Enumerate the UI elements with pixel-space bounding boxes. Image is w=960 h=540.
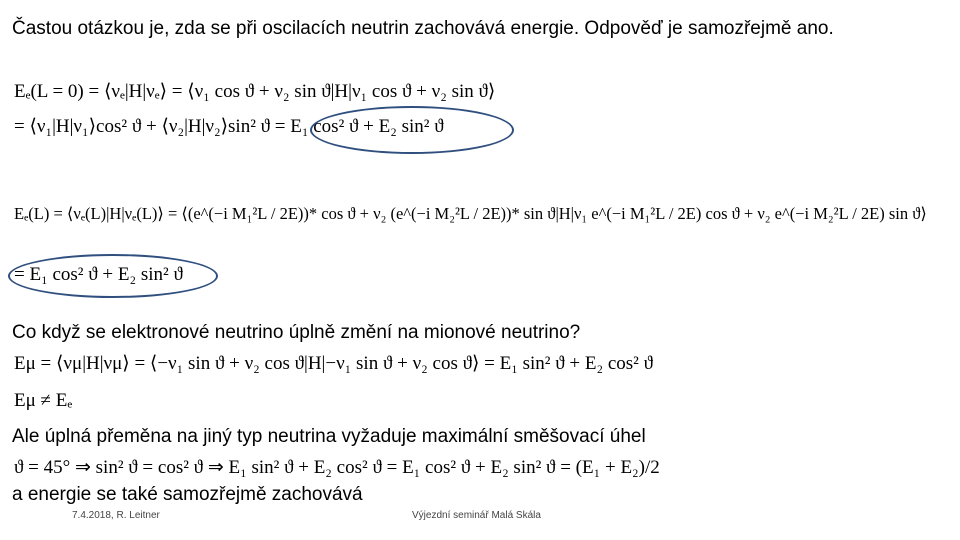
- footer-event: Výjezdní seminář Malá Skála: [412, 510, 541, 521]
- equation-energy-expansion: = ⟨ν₁|H|ν₁⟩cos² ϑ + ⟨ν₂|H|ν₂⟩sin² ϑ = E₁ cos² ϑ + E₂ sin² ϑ: [14, 116, 444, 137]
- equation-energy-at-distance: Eₑ(L) = ⟨νₑ(L)|H|νₑ(L)⟩ = ⟨(e^(−i M₁²L / 2E))* cos ϑ + ν₂ (e^(−i M₂²L / 2E))* sin ϑ|H|ν₁ e^(−i M₁²L / 2E) cos ϑ + ν₂ e^(−i M₂²L / 2E) sin ϑ⟩: [14, 204, 927, 223]
- equation-maximal-mixing: ϑ = 45° ⇒ sin² ϑ = cos² ϑ ⇒ E₁ sin² ϑ + E₂ cos² ϑ = E₁ cos² ϑ + E₂ sin² ϑ = (E₁ + E₂)/2: [14, 457, 660, 478]
- equation-energy-at-distance-result: = E₁ cos² ϑ + E₂ sin² ϑ: [14, 264, 183, 285]
- equation-energy-at-zero: Eₑ(L = 0) = ⟨νₑ|H|νₑ⟩ = ⟨ν₁ cos ϑ + ν₂ sin ϑ|H|ν₁ cos ϑ + ν₂ sin ϑ⟩: [14, 81, 496, 102]
- intro-text: Častou otázkou je, zda se při oscilacích neutrin zachovává energie. Odpověď je samozřejmě ano.: [12, 18, 834, 39]
- highlight-ellipse-result: [8, 254, 218, 298]
- conclusion-text: a energie se také samozřejmě zachovává: [12, 484, 363, 505]
- question-text: Co když se elektronové neutrino úplně změní na mionové neutrino?: [12, 322, 581, 343]
- equation-inequality: Eμ ≠ Eₑ: [14, 390, 73, 411]
- equation-muon-energy: Eμ = ⟨νμ|H|νμ⟩ = ⟨−ν₁ sin ϑ + ν₂ cos ϑ|H|−ν₁ sin ϑ + ν₂ cos ϑ⟩ = E₁ sin² ϑ + E₂ cos² ϑ: [14, 353, 654, 374]
- highlight-ellipse-result: [310, 106, 514, 154]
- footer-date-author: 7.4.2018, R. Leitner: [72, 510, 160, 521]
- statement-text: Ale úplná přeměna na jiný typ neutrina vyžaduje maximální směšovací úhel: [12, 426, 646, 447]
